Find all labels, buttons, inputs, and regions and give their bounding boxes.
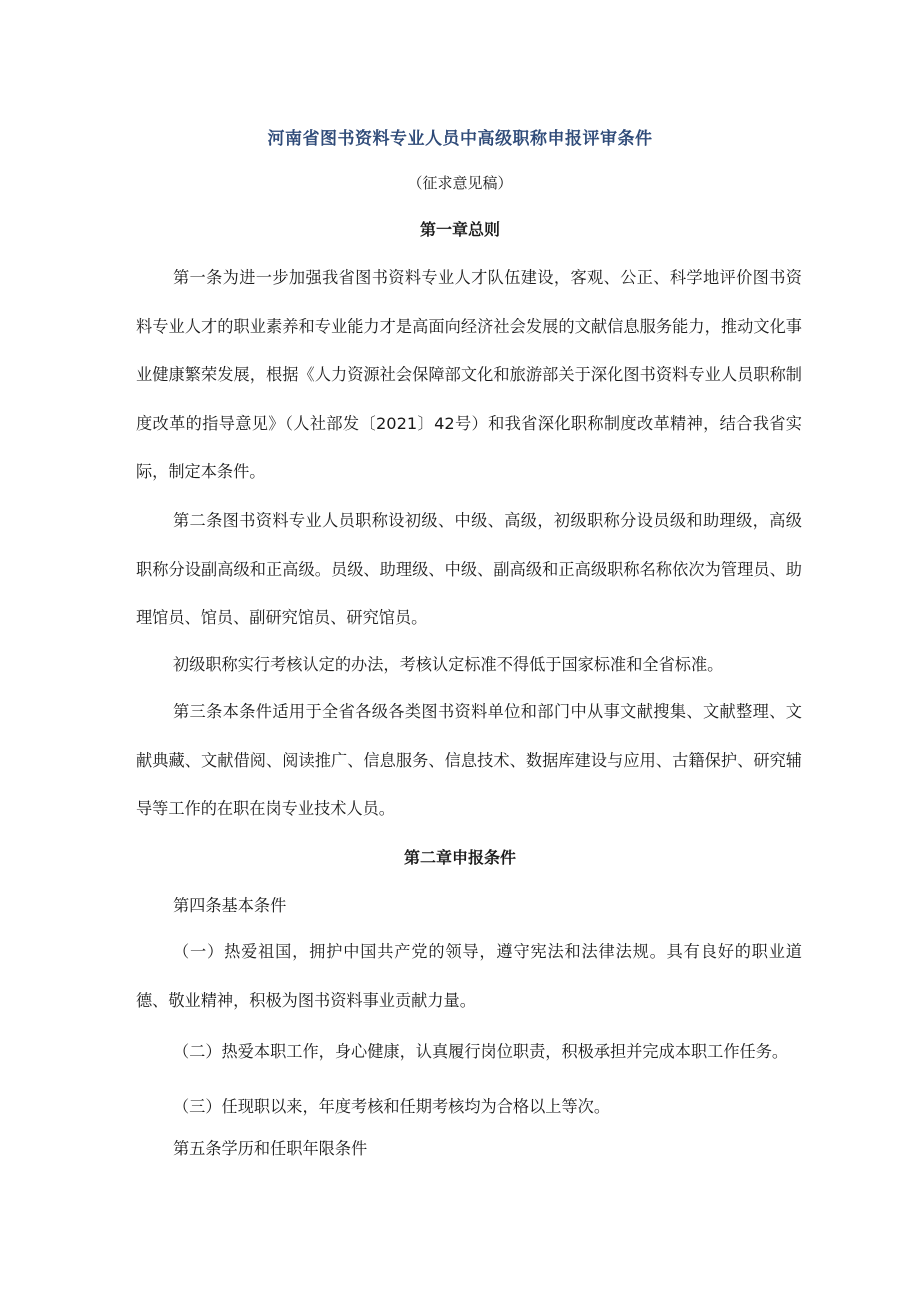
article-paragraph: 第五条学历和任职年限条件 — [173, 1139, 368, 1158]
document-title: 河南省图书资料专业人员中高级职称申报评审条件 — [267, 129, 653, 149]
article-paragraph: 第四条基本条件 — [173, 896, 287, 915]
list-item: （三）任现职以来，年度考核和任期考核均为合格以上等次。 — [173, 1097, 611, 1116]
list-item: （二）热爱本职工作，身心健康，认真履行岗位职责，积极承担并完成本职工作任务。 — [173, 1042, 789, 1061]
list-item: （一）热爱祖国，拥护中国共产党的领导，遵守宪法和法律法规。具有良好的职业道德、敬业精神，积极为图书资料事业贡献力量。 — [136, 942, 802, 1010]
article-paragraph: 第一条为进一步加强我省图书资料专业人才队伍建设，客观、公正、科学地评价图书资料专业人才的职业素养和专业能力才是高面向经济社会发展的文献信息服务能力，推动文化事业健康繁荣发展，根据《人力资源社会保障部文化和旅游部关于深化图书资料专业人员职称制度改革的指导意见》（人社部发〔2021〕42号）和我省深化职称制度改革精神，结合我省实际，制定本条件。 — [136, 268, 802, 481]
chapter-heading: 第二章申报条件 — [403, 848, 516, 867]
chapter-heading: 第一章总则 — [419, 220, 500, 239]
document-subtitle: （征求意见稿） — [407, 174, 513, 192]
article-paragraph: 第二条图书资料专业人员职称设初级、中级、高级，初级职称分设员级和助理级，高级职称分设副高级和正高级。员级、助理级、中级、副高级和正高级职称名称依次为管理员、助理馆员、馆员、副研究馆员、研究馆员。 — [136, 511, 802, 627]
article-paragraph: 初级职称实行考核认定的办法，考核认定标准不得低于国家标准和全省标准。 — [173, 655, 724, 674]
article-paragraph: 第三条本条件适用于全省各级各类图书资料单位和部门中从事文献搜集、文献整理、文献典藏、文献借阅、阅读推广、信息服务、信息技术、数据库建设与应用、古籍保护、研究辅导等工作的在职在岗专业技术人员。 — [136, 702, 802, 818]
